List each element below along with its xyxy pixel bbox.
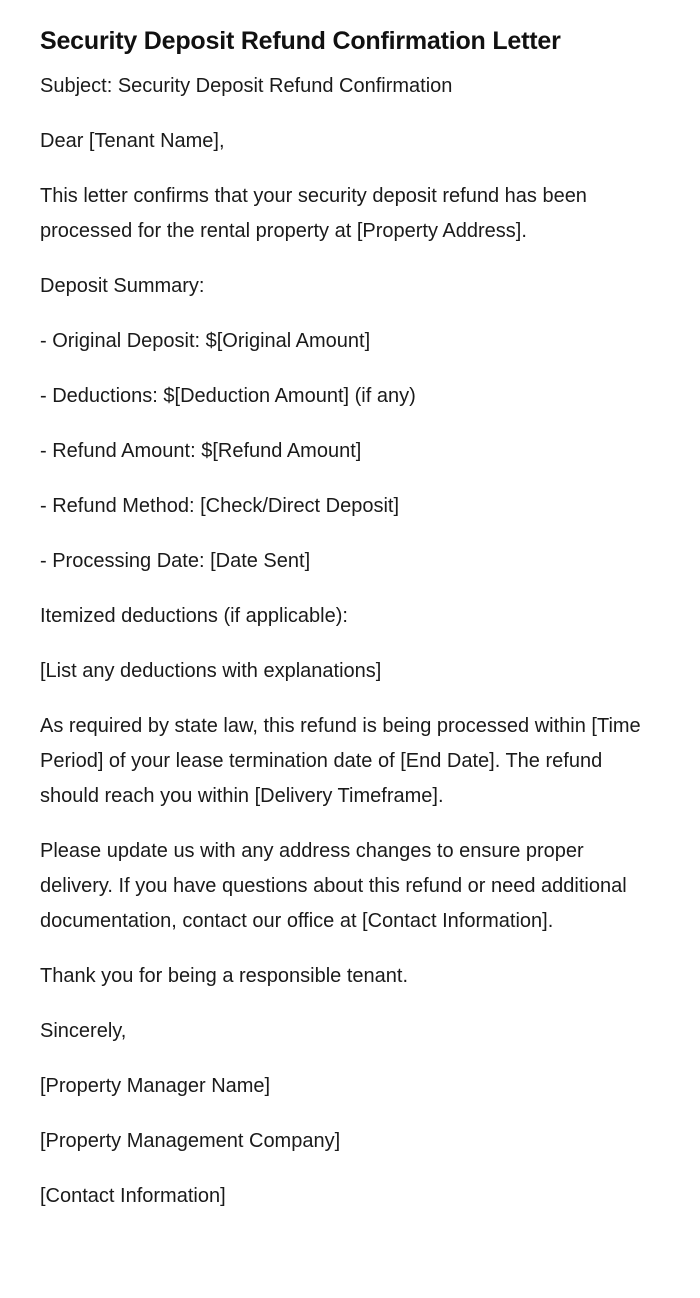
signer-contact: [Contact Information]	[40, 1185, 226, 1207]
deposit-summary-heading: Deposit Summary:	[40, 275, 205, 297]
summary-processing-date: - Processing Date: [Date Sent]	[40, 550, 311, 572]
thank-you-line: Thank you for being a responsible tenant.	[40, 965, 409, 987]
intro-paragraph: This letter confirms that your security deposit refund has been processed for the rental property at [Property Address].	[40, 185, 587, 242]
letter-title: Security Deposit Refund Confirmation Letter	[40, 27, 561, 55]
itemized-deductions-heading: Itemized deductions (if applicable):	[40, 605, 348, 627]
summary-deductions: - Deductions: $[Deduction Amount] (if any)	[40, 385, 416, 407]
signer-company: [Property Management Company]	[40, 1130, 341, 1152]
closing: Sincerely,	[40, 1020, 127, 1042]
salutation: Dear [Tenant Name],	[40, 130, 225, 152]
state-law-paragraph: As required by state law, this refund is being processed within [Time Period] of your lease termination date of [End Date]. The refund should reach you within [Delivery Timeframe].	[40, 715, 641, 807]
subject-line: Subject: Security Deposit Refund Confirmation	[40, 75, 453, 97]
summary-original-deposit: - Original Deposit: $[Original Amount]	[40, 330, 371, 352]
signer-name: [Property Manager Name]	[40, 1075, 271, 1097]
summary-refund-amount: - Refund Amount: $[Refund Amount]	[40, 440, 362, 462]
address-update-paragraph: Please update us with any address changes to ensure proper delivery. If you have questions about this refund or need additional documentation, contact our office at [Contact Information].	[40, 840, 627, 932]
summary-refund-method: - Refund Method: [Check/Direct Deposit]	[40, 495, 400, 517]
deductions-list-placeholder: [List any deductions with explanations]	[40, 660, 382, 682]
